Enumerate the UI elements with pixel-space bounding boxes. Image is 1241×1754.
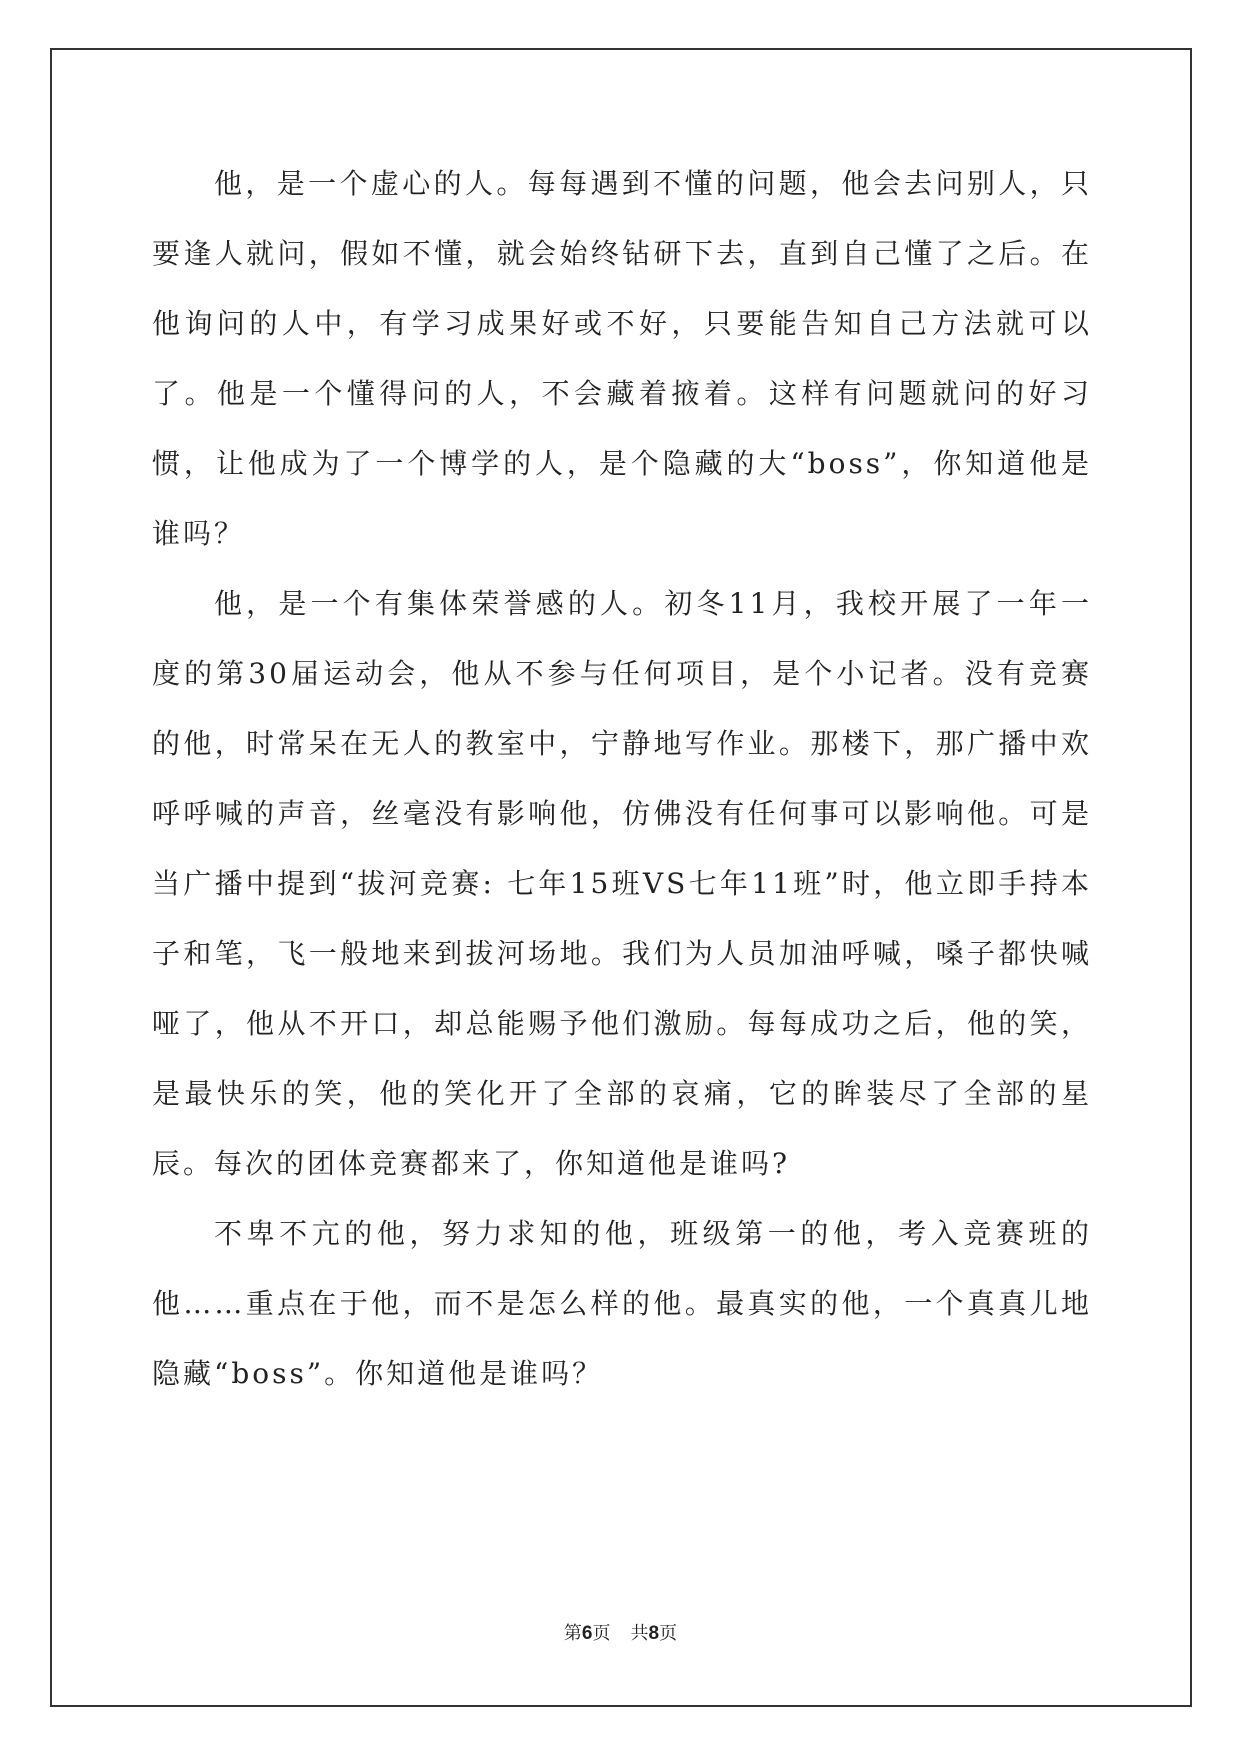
page-footer: [0, 1619, 1241, 1645]
footer-prefix: 第: [563, 1623, 582, 1644]
paragraph: 不卑不亢的他，努力求知的他，班级第一的他，考入竞赛班的他……重点在于他，而不是怎么样的他。最真实的他，一个真真儿地隐藏“boss”。你知道他是谁吗？: [152, 1217, 1092, 1390]
total-page-number: 8: [648, 1623, 660, 1644]
footer-total-suffix: 页: [659, 1623, 678, 1644]
paragraph: 他，是一个有集体荣誉感的人。初冬11月，我校开展了一年一度的第30届运动会，他从不参与任何项目，是个小记者。没有竞赛的他，时常呆在无人的教室中，宁静地写作业。那楼下，那广播中欢呼呼喊的声音，丝毫没有影响他，仿佛没有任何事可以影响他。可是当广播中提到“拔河竞赛: 七年15班VS七年11班”时，他立即手持本子和笔，飞一般地来到拔河场地。我们为人员加油呼喊，嗓子都快喊哑了，他从不开口，却总能赐予他们激励。每每成功之后，他的笑，是最快乐的笑，他的笑化开了全部的哀痛，它的眸装尽了全部的星辰。每次的团体竞赛都来了，你知道他是谁吗?: [152, 587, 1092, 1180]
document-body: [152, 149, 1092, 1409]
paragraph: 他，是一个虚心的人。每每遇到不懂的问题，他会去问别人，只要逢人就问，假如不懂，就会始终钻研下去，直到自己懂了之后。在他询问的人中，有学习成果好或不好，只要能告知自己方法就可以了。他是一个懂得问的人，不会藏着掖着。这样有问题就问的好习惯，让他成为了一个博学的人，是个隐藏的大“boss”，你知道他是谁吗？: [152, 167, 1092, 550]
footer-total-prefix: 共: [630, 1623, 649, 1644]
current-page-number: 6: [581, 1623, 593, 1644]
footer-page-word: 页: [592, 1623, 611, 1644]
